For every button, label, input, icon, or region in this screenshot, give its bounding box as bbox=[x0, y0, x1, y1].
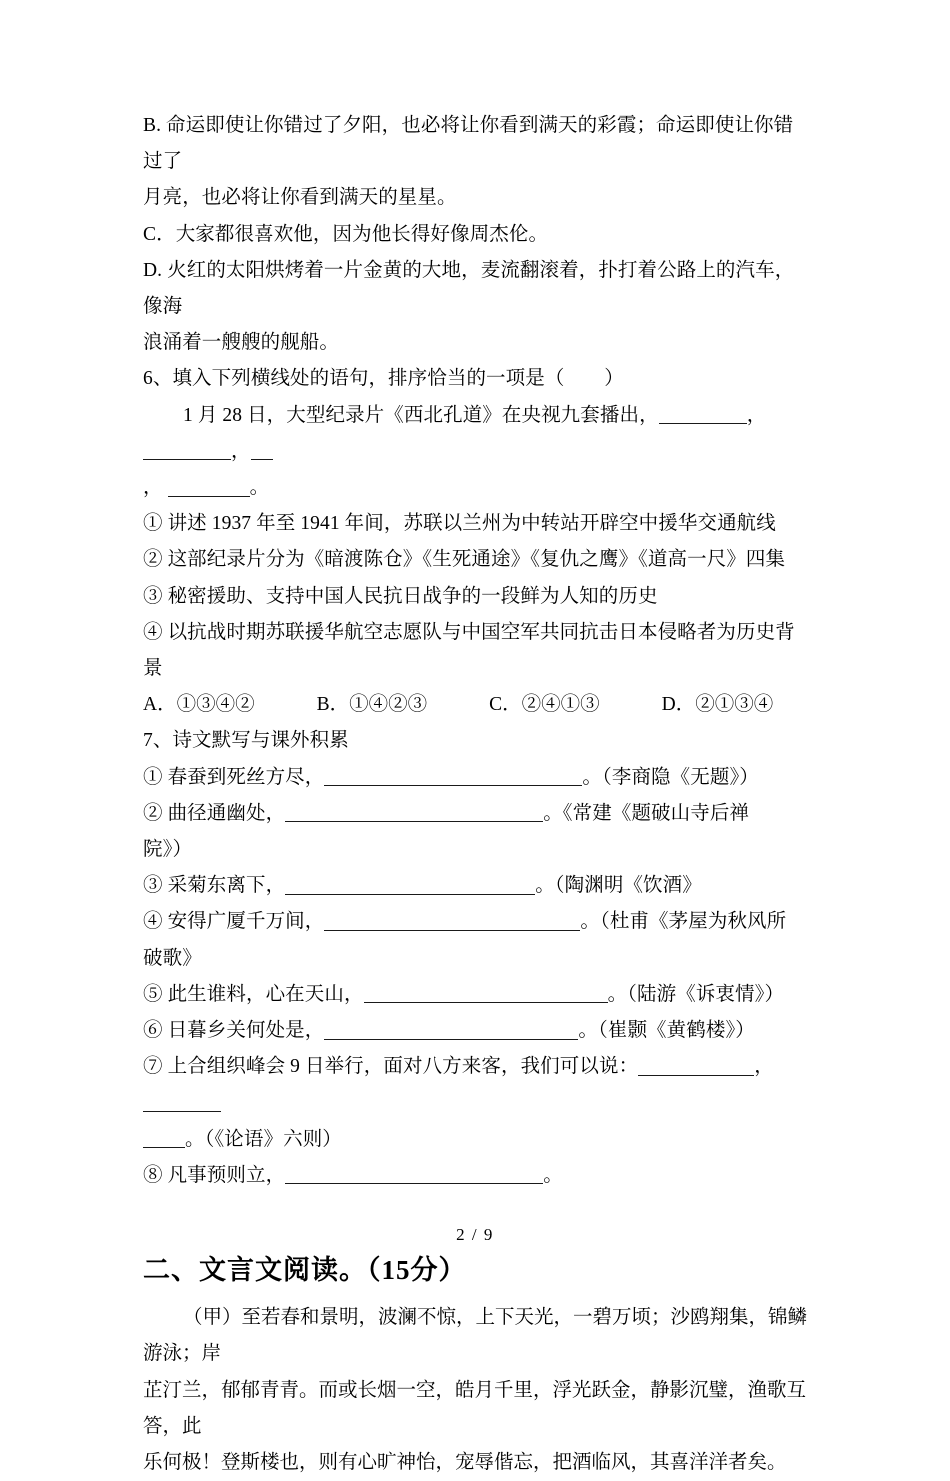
question7-item-2-pre: ② 曲径通幽处， bbox=[143, 802, 286, 824]
question5-options-block bbox=[143, 108, 811, 361]
question7-item-1-pre: ① 春蚕到死丝方尽， bbox=[143, 766, 325, 788]
option-d-line1: D. 火红的太阳烘烤着一片金黄的大地，麦流翻滚着，扑打着公路上的汽车，像海 bbox=[143, 259, 795, 318]
section2-block bbox=[143, 1250, 811, 1481]
question7-item-7-line2 bbox=[143, 1122, 811, 1158]
question6-blank-1[interactable] bbox=[659, 405, 747, 425]
question7-item-5 bbox=[143, 977, 811, 1013]
question7-blank-7c[interactable] bbox=[143, 1129, 185, 1149]
question6-sep-2: ， bbox=[231, 440, 251, 462]
question7-item-6-post: 。（崔颢《黄鹤楼》） bbox=[578, 1020, 755, 1042]
page-body bbox=[143, 108, 811, 1481]
question6-passage-line2 bbox=[143, 470, 811, 506]
page-number: 2 / 9 bbox=[456, 1225, 494, 1244]
question6-item-3: ③ 秘密援助、支持中国人民抗日战争的一段鲜为人知的历史 bbox=[143, 585, 658, 607]
question7-item-4-post: 。（杜甫《茅屋为秋风所 bbox=[580, 911, 787, 933]
question7-block bbox=[143, 723, 811, 1194]
question7-item-5-pre: ⑤ 此生谁料，心在天山， bbox=[143, 983, 364, 1005]
question6-block bbox=[143, 361, 811, 723]
question7-item-2-cont: 院》） bbox=[143, 839, 193, 861]
question7-blank-5[interactable] bbox=[364, 984, 608, 1004]
question6-choice-b[interactable]: B．①④②③ bbox=[316, 694, 428, 716]
question6-passage-line1 bbox=[143, 398, 811, 470]
question7-blank-7a[interactable] bbox=[638, 1056, 754, 1076]
question6-passage-text: 1 月 28 日，大型纪录片《西北孔道》在央视九套播出， bbox=[183, 404, 659, 426]
question7-blank-1[interactable] bbox=[324, 767, 582, 787]
question6-choices-row bbox=[143, 687, 811, 723]
question6-passage-end: 。 bbox=[249, 477, 270, 499]
question7-item-6-pre: ⑥ 日暮乡关何处是， bbox=[143, 1020, 325, 1042]
question6-blank-3a[interactable] bbox=[251, 441, 273, 461]
question6-sep-3: ， bbox=[143, 477, 163, 499]
option-c: C．大家都很喜欢他，因为他长得好像周杰伦。 bbox=[143, 223, 549, 245]
option-b-line1: B. 命运即使让你错过了夕阳，也必将让你看到满天的彩霞；命运即使让你错过了 bbox=[143, 115, 794, 173]
section2-heading: 二、文言文阅读。（15分） bbox=[143, 1255, 467, 1286]
question7-blank-6[interactable] bbox=[324, 1020, 578, 1040]
question7-item-7-mid: ， bbox=[754, 1056, 774, 1078]
question7-item-1-post: 。（李商隐《无题》） bbox=[582, 766, 759, 788]
question6-item-4: ④ 以抗战时期苏联援华航空志愿队与中国空军共同抗击日本侵略者为历史背景 bbox=[143, 621, 795, 680]
question7-item-2-post: 。《常建《题破山寺后禅 bbox=[543, 802, 750, 824]
option-b-line2: 月亮，也必将让你看到满天的星星。 bbox=[143, 187, 457, 209]
question7-item-3 bbox=[143, 868, 811, 904]
question7-item-4-cont: 破歌》 bbox=[143, 947, 202, 969]
question6-choice-a[interactable]: A．①③④② bbox=[143, 694, 255, 716]
question7-item-1 bbox=[143, 760, 811, 796]
question7-blank-3[interactable] bbox=[285, 875, 535, 895]
question6-choice-c[interactable]: C．②④①③ bbox=[489, 694, 600, 716]
question6-sep-1: ， bbox=[746, 404, 767, 426]
section2-passage-line2: 芷汀兰，郁郁青青。而或长烟一空，皓月千里，浮光跃金，静影沉璧，渔歌互答，此 bbox=[143, 1379, 807, 1437]
question7-blank-4[interactable] bbox=[324, 911, 580, 931]
question7-item-8-post: 。 bbox=[543, 1164, 563, 1186]
question6-item-1: ① 讲述 1937 年至 1941 年间，苏联以兰州为中转站开辟空中援华交通航线 bbox=[143, 513, 776, 535]
question6-stem: 6、填入下列横线处的语句，排序恰当的一项是（ ） bbox=[143, 368, 624, 390]
question7-blank-7b[interactable] bbox=[143, 1092, 221, 1112]
question7-item-8-pre: ⑧ 凡事预则立， bbox=[143, 1164, 286, 1186]
question7-item-5-post: 。（陆游《诉衷情》） bbox=[607, 983, 785, 1005]
question7-item-3-post: 。（陶渊明《饮酒》 bbox=[535, 875, 702, 897]
question7-item-7-pre: ⑦ 上合组织峰会 9 日举行，面对八方来客，我们可以说： bbox=[143, 1056, 639, 1078]
question7-item-7-line1 bbox=[143, 1049, 811, 1121]
question6-choice-d[interactable]: D．②①③④ bbox=[661, 694, 774, 716]
question7-item-7-post: 。（《论语》六则） bbox=[185, 1128, 342, 1150]
section2-passage-line3: 乐何极！登斯楼也，则有心旷神怡，宠辱偕忘，把酒临风，其喜洋洋者矣。 bbox=[143, 1451, 787, 1473]
section2-passage-line1: （甲）至若春和景明，波澜不惊，上下天光，一碧万顷；沙鸥翔集，锦鳞游泳；岸 bbox=[143, 1307, 808, 1365]
question6-item-2: ② 这部纪录片分为《暗渡陈仓》《生死通途》《复仇之鹰》《道高一尺》四集 bbox=[143, 549, 786, 571]
question7-blank-2[interactable] bbox=[285, 803, 543, 823]
option-d-line2: 浪涌着一艘艘的舰船。 bbox=[143, 332, 340, 354]
question7-item-8 bbox=[143, 1158, 811, 1194]
question7-blank-8[interactable] bbox=[285, 1165, 543, 1185]
question6-blank-4[interactable] bbox=[168, 477, 250, 497]
question7-item-4 bbox=[143, 904, 811, 940]
question7-item-4-pre: ④ 安得广厦千万间， bbox=[143, 911, 325, 933]
question7-item-6 bbox=[143, 1013, 811, 1049]
question7-item-2 bbox=[143, 796, 811, 832]
question6-blank-2[interactable] bbox=[143, 441, 231, 461]
question7-stem: 7、诗文默写与课外积累 bbox=[143, 730, 349, 752]
question7-item-3-pre: ③ 采菊东离下， bbox=[143, 875, 286, 897]
